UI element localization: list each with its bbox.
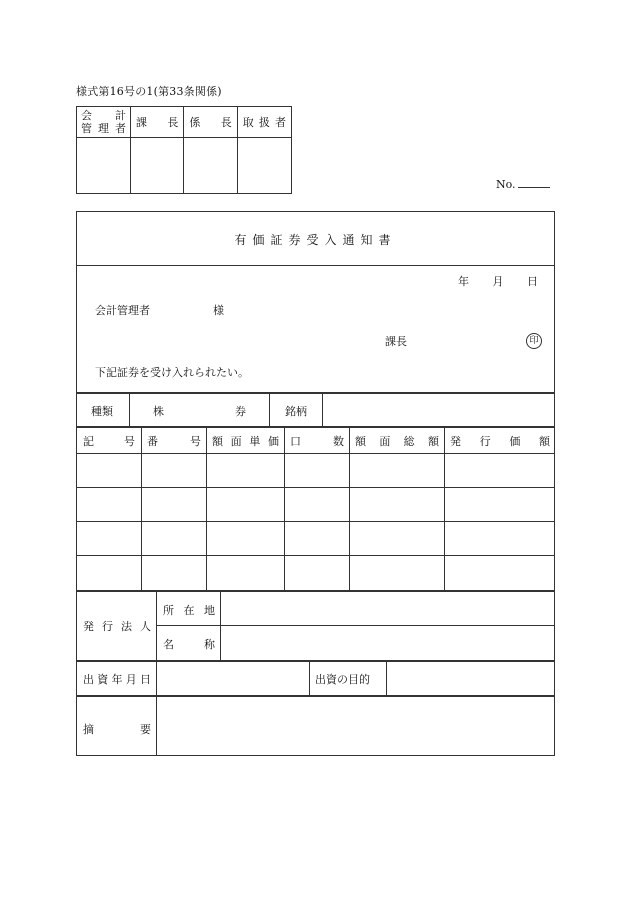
investment-date-text: 年 [111, 673, 123, 686]
divider [77, 265, 554, 266]
header-text: 面 [379, 435, 391, 448]
investment-date-text: 出 [83, 673, 94, 686]
issuer-label-text: 法 [121, 620, 132, 633]
location-label-text: 所 [163, 604, 174, 617]
addressee: 会計管理者 [95, 304, 150, 317]
sender-title: 課長 [385, 335, 407, 348]
divider [269, 393, 270, 426]
name-label [163, 636, 215, 652]
date-month-label: 月 [492, 275, 504, 288]
date-year-label: 年 [458, 275, 469, 288]
stamp-header-text: 扱 [258, 116, 270, 129]
header-text: 発 [450, 435, 461, 448]
divider [444, 427, 445, 591]
table-row [77, 487, 554, 488]
stamp-cell[interactable] [131, 138, 184, 194]
date-field[interactable] [458, 273, 538, 289]
header-text: 口 [290, 435, 301, 448]
stamp-header-text: 取 [242, 116, 254, 129]
divider [322, 393, 323, 426]
document-title: 有価証券受入通知書 [234, 233, 397, 247]
investment-date-text: 月 [125, 673, 137, 686]
header-text: 額 [212, 435, 223, 448]
divider [77, 590, 554, 592]
divider [77, 453, 554, 454]
header-text: 額 [427, 435, 439, 448]
header-face-unit-price [212, 433, 279, 449]
header-text: 行 [479, 435, 491, 448]
header-text: 額 [538, 435, 550, 448]
summary-label-text: 摘 [83, 723, 94, 736]
header-face-total [355, 433, 439, 449]
stamp-header-text: 課 [136, 116, 148, 129]
header-text: 番 [147, 435, 158, 448]
stamp-header-section-chief [131, 107, 184, 138]
brand-label: 銘柄 [285, 405, 307, 418]
divider [77, 426, 554, 428]
divider [156, 661, 157, 695]
type-label: 種類 [91, 405, 113, 418]
issuer-label-text: 人 [140, 620, 151, 633]
divider [77, 660, 554, 662]
name-label-text: 称 [204, 638, 215, 651]
honorific: 様 [213, 304, 224, 317]
header-symbol [83, 433, 135, 449]
stamp-header-handler [237, 107, 291, 138]
stamp-header-text: 長 [167, 116, 179, 129]
header-text: 号 [124, 435, 135, 448]
divider [156, 625, 554, 626]
investment-date-label [83, 671, 151, 687]
stamp-header-subsection-chief [184, 107, 237, 138]
stamp-cell[interactable] [184, 138, 237, 194]
location-label-text: 在 [183, 604, 195, 617]
header-text: 総 [403, 435, 415, 448]
type-value-2: 券 [235, 405, 246, 418]
stamp-header-text: 者 [275, 116, 286, 129]
divider [386, 661, 387, 695]
divider [129, 393, 130, 426]
header-text: 数 [333, 435, 344, 448]
approval-stamp-box [76, 106, 292, 194]
header-text: 価 [267, 435, 279, 448]
location-label-text: 地 [204, 604, 215, 617]
header-text: 面 [230, 435, 242, 448]
divider [77, 392, 554, 394]
stamp-header-text: 計 [115, 109, 127, 122]
divider [156, 696, 157, 756]
form-number-label: 様式第16号の1(第33条関係) [76, 85, 222, 98]
stamp-header-text: 者 [115, 122, 127, 135]
issuer-label-text: 行 [102, 620, 113, 633]
request-text: 下記証券を受け入れられたい。 [95, 366, 249, 379]
summary-label [83, 721, 151, 737]
header-text: 号 [190, 435, 201, 448]
document-number-label: No. [496, 178, 516, 191]
investment-date-text: 資 [97, 673, 109, 686]
location-label [163, 602, 215, 618]
issuer-label-text: 発 [83, 620, 94, 633]
divider [309, 661, 310, 695]
divider [141, 427, 142, 591]
divider [284, 427, 285, 591]
header-units [290, 433, 344, 449]
brand-field[interactable] [327, 397, 552, 421]
name-label-text: 名 [163, 638, 174, 651]
investment-date-text: 日 [140, 673, 151, 686]
header-text: 額 [355, 435, 366, 448]
divider [349, 427, 350, 591]
divider [77, 695, 554, 697]
investment-purpose-label: 出資の目的 [315, 673, 370, 686]
document-number-field[interactable] [518, 178, 550, 188]
issuer-label [83, 618, 151, 634]
seal-mark: 印 [526, 333, 542, 349]
divider [206, 427, 207, 591]
type-value-1: 株 [153, 405, 164, 418]
stamp-cell[interactable] [77, 138, 131, 194]
stamp-header-accounting-manager [77, 107, 131, 138]
header-number [147, 433, 201, 449]
summary-label-text: 要 [140, 723, 151, 736]
stamp-header-text: 長 [220, 116, 232, 129]
stamp-cell[interactable] [237, 138, 291, 194]
table-row [77, 521, 554, 522]
header-text: 価 [509, 435, 521, 448]
header-issue-price [450, 433, 550, 449]
header-text: 単 [249, 435, 261, 448]
table-row [77, 555, 554, 556]
date-day-label: 日 [527, 275, 538, 288]
document-number [496, 178, 550, 191]
stamp-header-text: 係 [189, 116, 201, 129]
stamp-header-text: 会 [81, 109, 92, 122]
header-text: 記 [83, 435, 94, 448]
notice-form [76, 211, 555, 756]
stamp-header-text: 管 [81, 122, 92, 135]
stamp-header-text: 理 [98, 122, 110, 135]
